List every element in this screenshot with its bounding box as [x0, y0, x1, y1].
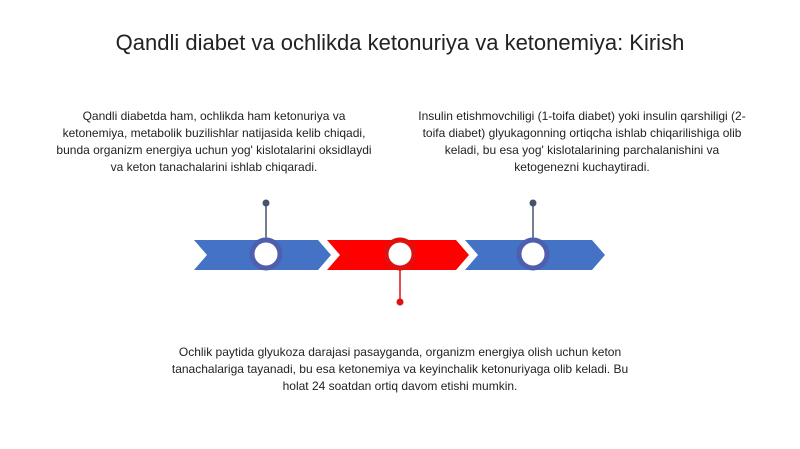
timeline-connector-dot-3 [530, 200, 537, 207]
text-block-bottom: Ochlik paytida glyukoza darajasi pasayganda, organizm energiya olish uchun keton tanachalariga tayanadi, bu esa ketonemiya va keyinchalik ketonuriyaga olib keladi. Bu holat 24 soatdan ortiq davom etishi mumkin. [171, 345, 629, 393]
text-block-right: Insulin etishmovchiligi (1-toifa diabet) yoki insulin qarshiligi (2-toifa diabet) glyukagonning ortiqcha ishlab chiqarilishiga olib keladi, bu esa yog' kislotalarining parchalanishini va ketogenezni kuchaytiradi. [418, 109, 746, 174]
text-block-left: Qandli diabetda ham, ochlikda ham ketonuriya va ketonemiya, metabolik buzilishlar natijasida kelib chiqadi, bunda organizm energiya uchun yog' kislotalarini oksidlaydi va keton tanachalarini ishlab chiqaradi. [56, 109, 372, 174]
timeline-milestone-2 [386, 240, 414, 268]
timeline-milestone-1 [252, 240, 280, 268]
timeline-connector-dot-1 [263, 200, 270, 207]
slide-title: Qandli diabet va ochlikda ketonuriya va ketonemiya: Kirish [115, 30, 685, 55]
timeline-connector-dot-2 [397, 299, 404, 306]
timeline-milestone-3 [519, 240, 547, 268]
